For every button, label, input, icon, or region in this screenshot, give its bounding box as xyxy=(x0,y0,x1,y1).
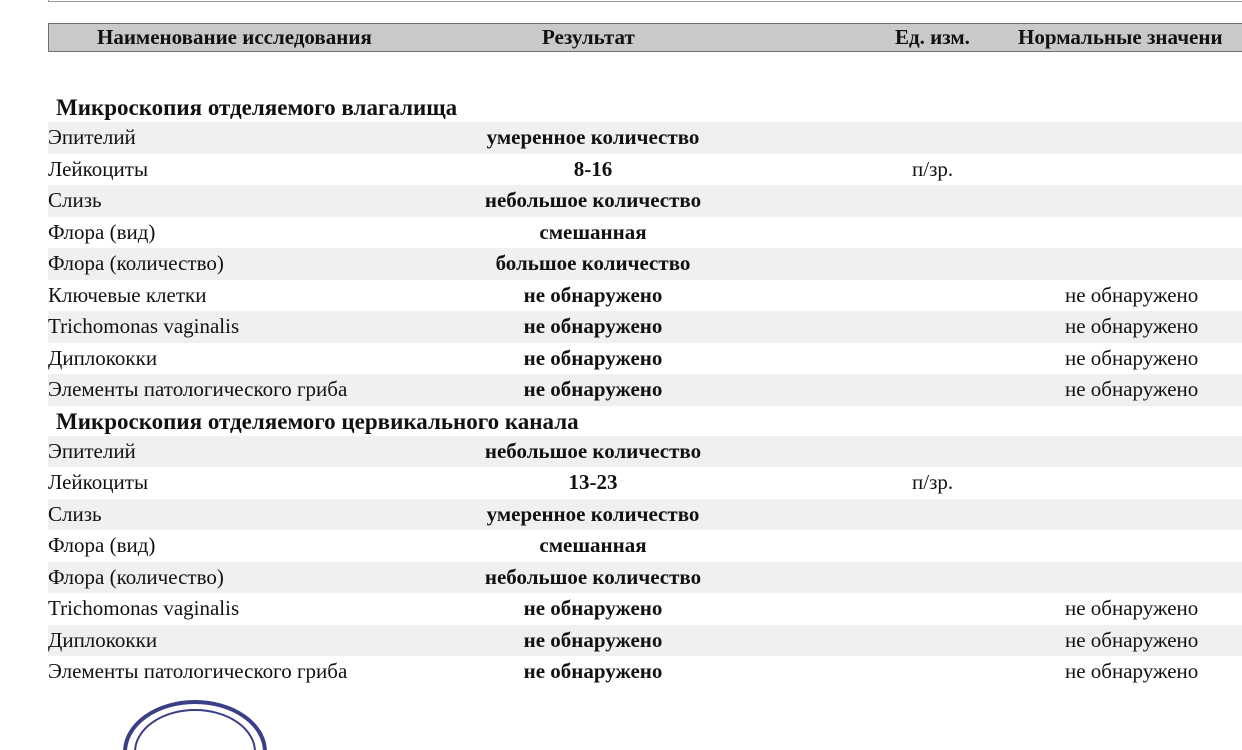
row-name: Диплококки xyxy=(48,345,158,370)
table-row xyxy=(48,625,1242,657)
row-result: не обнаружено xyxy=(523,659,663,683)
row-name: Эпителий xyxy=(48,125,136,149)
table-row xyxy=(48,311,1242,343)
row-result: не обнаружено xyxy=(523,627,663,652)
row-norm: не обнаружено xyxy=(1065,596,1199,620)
row-name: Trichomonas vaginalis xyxy=(48,596,240,620)
table-row xyxy=(48,499,1242,531)
row-unit: п/зр. xyxy=(912,470,954,494)
table-row xyxy=(48,248,1242,280)
row-unit: п/зр. xyxy=(912,156,954,181)
row-norm: не обнаружено xyxy=(1065,282,1199,307)
table-header xyxy=(48,23,1242,52)
table-row xyxy=(48,656,1242,688)
header-unit: Ед. изм. xyxy=(895,25,970,49)
row-norm: не обнаружено xyxy=(1065,314,1199,338)
row-norm: не обнаружено xyxy=(1065,377,1199,401)
row-result: 13-23 xyxy=(568,470,618,494)
section-title: Микроскопия отделяемого влагалища xyxy=(56,95,458,120)
table-row xyxy=(48,217,1242,249)
stamp-seal-icon xyxy=(120,690,270,750)
table-row xyxy=(48,154,1242,186)
row-name: Элементы патологического гриба xyxy=(48,377,348,401)
row-result: не обнаружено xyxy=(523,282,663,307)
header-result: Результат xyxy=(542,25,635,49)
table-row xyxy=(48,593,1242,625)
row-name: Флора (количество) xyxy=(48,564,224,589)
row-name: Trichomonas vaginalis xyxy=(48,314,240,338)
row-result: смешанная xyxy=(539,219,647,244)
header-name: Наименование исследования xyxy=(97,25,372,49)
row-result: смешанная xyxy=(539,533,647,557)
table-row xyxy=(48,436,1242,468)
row-result: 8-16 xyxy=(573,156,613,181)
row-name: Слизь xyxy=(48,188,102,212)
row-result: не обнаружено xyxy=(523,345,663,370)
row-name: Лейкоциты xyxy=(48,156,149,181)
row-result: не обнаружено xyxy=(523,596,663,620)
row-name: Эпителий xyxy=(48,438,136,463)
row-result: не обнаружено xyxy=(523,377,663,401)
table-row xyxy=(48,562,1242,594)
top-frame-border xyxy=(48,0,1242,2)
row-name: Ключевые клетки xyxy=(48,282,207,307)
row-name: Флора (вид) xyxy=(48,533,156,557)
row-result: не обнаружено xyxy=(523,314,663,338)
header-norm: Нормальные значени xyxy=(1018,25,1223,49)
row-norm: не обнаружено xyxy=(1065,345,1199,370)
row-result: большое количество xyxy=(495,251,691,275)
results-table xyxy=(48,92,1242,688)
row-name: Слизь xyxy=(48,501,102,526)
row-result: умеренное количество xyxy=(486,125,700,149)
table-row xyxy=(48,185,1242,217)
table-row xyxy=(48,280,1242,312)
row-name: Флора (вид) xyxy=(48,219,156,244)
row-name: Диплококки xyxy=(48,627,158,652)
table-row xyxy=(48,530,1242,562)
table-row xyxy=(48,467,1242,499)
row-norm: не обнаружено xyxy=(1065,659,1199,683)
row-result: небольшое количество xyxy=(484,564,702,589)
table-row xyxy=(48,374,1242,406)
row-name: Лейкоциты xyxy=(48,470,149,494)
table-row xyxy=(48,122,1242,154)
row-name: Флора (количество) xyxy=(48,251,224,275)
row-result: небольшое количество xyxy=(484,438,702,463)
row-result: небольшое количество xyxy=(484,188,702,212)
row-result: умеренное количество xyxy=(486,501,700,526)
table-row xyxy=(48,343,1242,375)
row-name: Элементы патологического гриба xyxy=(48,659,348,683)
section-title: Микроскопия отделяемого цервикального канала xyxy=(56,408,579,434)
row-norm: не обнаружено xyxy=(1065,627,1199,652)
